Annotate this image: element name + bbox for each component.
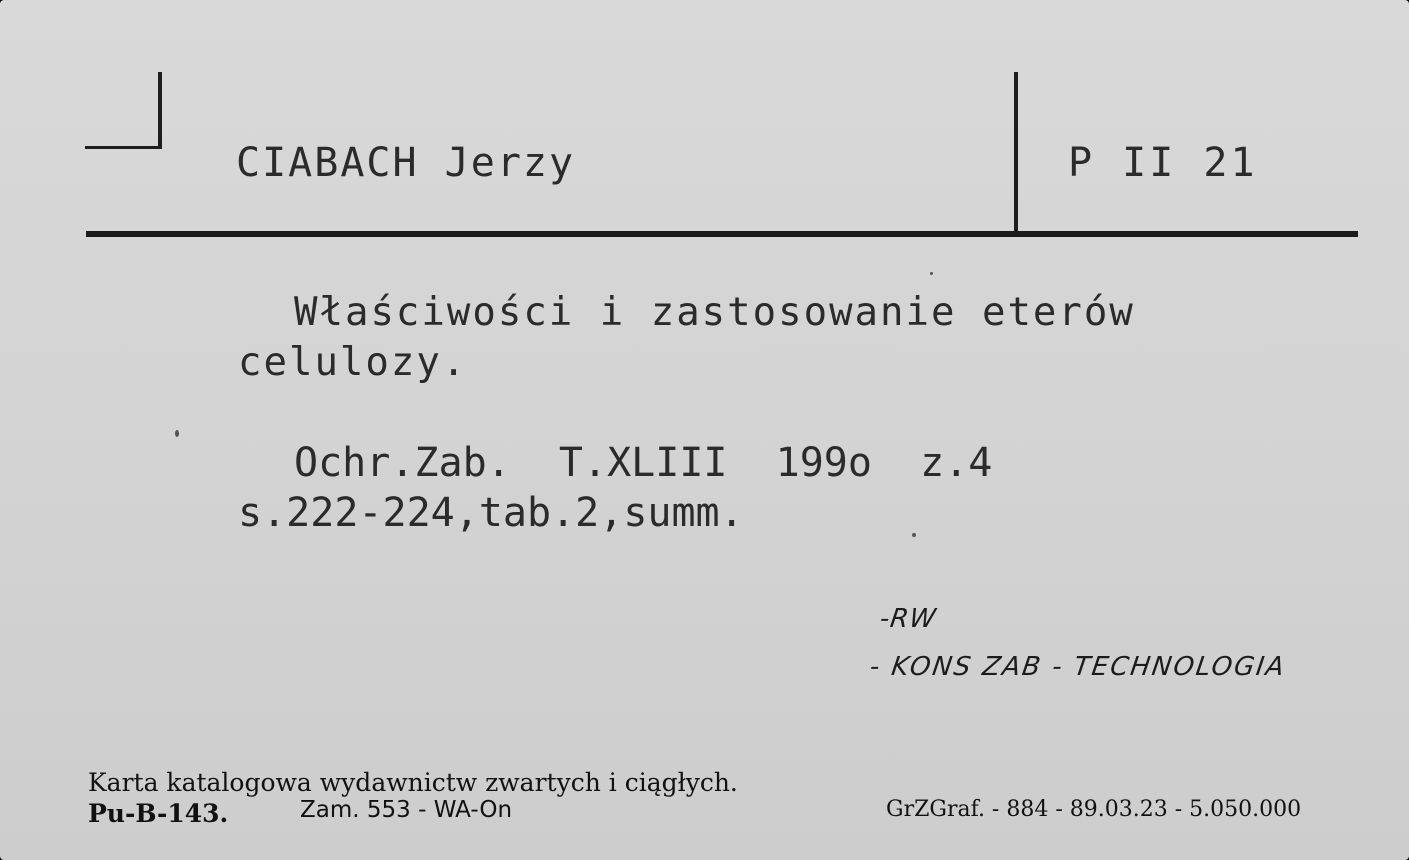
- header-rule: [86, 231, 1358, 237]
- ink-speck: [930, 272, 933, 275]
- corner-mark-vertical: [158, 72, 162, 149]
- source-line-2: s.222-224,tab.2,summ.: [238, 490, 744, 536]
- ink-speck: [175, 430, 179, 437]
- form-title: Karta katalogowa wydawnictw zwartych i ciągłych.: [88, 768, 738, 797]
- author-name: CIABACH Jerzy: [236, 140, 576, 186]
- call-number: P II 21: [1068, 140, 1258, 186]
- ink-speck: [912, 533, 916, 537]
- printer-info: GrZGraf. - 884 - 89.03.23 - 5.050.000: [886, 797, 1302, 822]
- header-divider: [1014, 72, 1018, 234]
- source-line-1: Ochr.Zab. T.XLIII 199o z.4: [294, 440, 993, 486]
- handwritten-note-2: - KONS ZAB - TECHNOLOGIA: [867, 652, 1288, 682]
- form-code: Pu-B-143.: [88, 799, 229, 828]
- print-order: Zam. 553 - WA-On: [300, 797, 513, 823]
- title-line-2: celulozy.: [238, 340, 468, 385]
- corner-mark-horizontal: [85, 146, 162, 149]
- handwritten-note-1: -RW: [877, 604, 939, 634]
- title-line-1: Właściwości i zastosowanie eterów: [294, 290, 1135, 335]
